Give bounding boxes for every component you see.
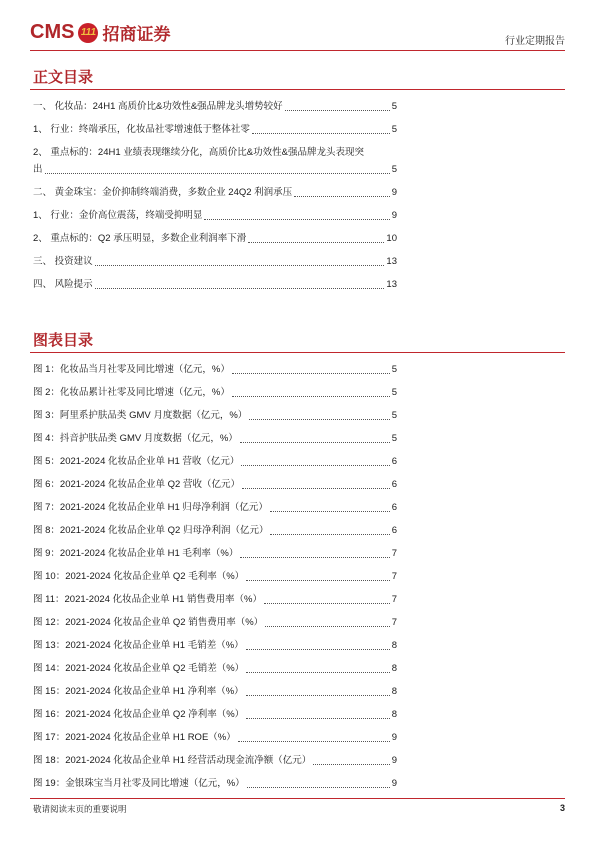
figure-item[interactable] [33,386,397,400]
figure-item[interactable] [33,662,397,676]
toc-item-label: 2、 重点标的：Q2 承压明显，多数企业利润率下滑 [33,233,247,244]
figure-item-label: 图 6：2021-2024 化妆品企业单 Q2 营收（亿元） [33,479,240,490]
figure-item-page: 7 [391,594,397,605]
figure-item[interactable] [33,639,397,653]
toc-item-page: 5 [391,124,397,135]
figure-item-page: 5 [391,433,397,444]
brand-logo [30,20,170,45]
header-divider [30,50,565,51]
figure-item-page: 6 [391,525,397,536]
toc-title-divider [30,89,565,90]
leader-dots [95,264,385,266]
toc-item-label: 四、 风险提示 [33,279,93,290]
toc-item-label: 1、 行业：终端承压，化妆品社零增速低于整体社零 [33,124,250,135]
leader-dots [238,740,390,742]
leader-dots [248,241,384,243]
figure-item[interactable] [33,685,397,699]
leader-dots [294,195,390,197]
figure-item[interactable] [33,432,397,446]
figure-item-page: 8 [391,709,397,720]
leader-dots [241,464,389,466]
toc-item-page: 5 [391,164,397,175]
toc-item-label: 三、 投资建议 [33,256,93,267]
figure-item-label: 图 17：2021-2024 化妆品企业单 H1 ROE（%） [33,732,236,743]
figure-item[interactable] [33,777,397,791]
figure-item-label: 图 15：2021-2024 化妆品企业单 H1 净利率（%） [33,686,244,697]
toc-item[interactable] [33,186,397,200]
toc-item[interactable] [33,209,397,223]
figure-item[interactable] [33,409,397,423]
figure-item-label: 图 18：2021-2024 化妆品企业单 H1 经营活动现金流净额（亿元） [33,755,312,766]
figure-item[interactable] [33,547,397,561]
figure-item-page: 8 [391,663,397,674]
toc-item-page: 13 [386,279,397,290]
figure-item-page: 9 [391,778,397,789]
figure-item[interactable] [33,455,397,469]
figure-item-label: 图 2：化妆品累计社零及同比增速（亿元，%） [33,387,230,398]
figures-title: 图表目录 [33,331,94,349]
leader-dots [45,172,390,174]
page-number: 3 [559,803,565,813]
figure-item-page: 6 [391,456,397,467]
figures-title-divider [30,352,565,353]
leader-dots [246,579,390,581]
leader-dots [246,717,390,719]
figure-item-label: 图 14：2021-2024 化妆品企业单 Q2 毛销差（%） [33,663,245,674]
toc-item[interactable] [33,146,397,177]
leader-dots [252,132,390,134]
figure-item[interactable] [33,478,397,492]
figure-item-page: 6 [391,479,397,490]
toc-item-label-continued: 出 [33,164,43,175]
figure-item-label: 图 8：2021-2024 化妆品企业单 Q2 归母净利润（亿元） [33,525,269,536]
figure-item-label: 图 10：2021-2024 化妆品企业单 Q2 毛利率（%） [33,571,245,582]
figure-item-label: 图 4：抖音护肤品类 GMV 月度数据（亿元，%） [33,433,238,444]
figure-item-label: 图 12：2021-2024 化妆品企业单 Q2 销售费用率（%） [33,617,264,628]
leader-dots [270,510,390,512]
figure-item-label: 图 16：2021-2024 化妆品企业单 Q2 净利率（%） [33,709,245,720]
figure-item-label: 图 7：2021-2024 化妆品企业单 H1 归母净利润（亿元） [33,502,268,513]
leader-dots [242,487,390,489]
leader-dots [204,218,389,220]
leader-dots [313,763,390,765]
leader-dots [285,109,390,111]
leader-dots [264,602,390,604]
leader-dots [240,441,390,443]
figure-item[interactable] [33,616,397,630]
page-header [30,20,565,50]
figure-item[interactable] [33,501,397,515]
leader-dots [95,287,385,289]
leader-dots [240,556,389,558]
doc-type-label: 行业定期报告 [505,36,565,47]
figure-item-page: 5 [391,410,397,421]
leader-dots [246,671,390,673]
leader-dots [232,372,390,374]
toc-item-page: 13 [386,256,397,267]
leader-dots [246,694,390,696]
figure-item-label: 图 11：2021-2024 化妆品企业单 H1 销售费用率（%） [33,594,262,605]
figure-item-page: 7 [391,548,397,559]
footer-divider [30,798,565,799]
figure-item-label: 图 13：2021-2024 化妆品企业单 H1 毛销差（%） [33,640,244,651]
toc-item-page: 10 [386,233,397,244]
toc-item-page: 5 [391,101,397,112]
figure-item-page: 9 [391,732,397,743]
leader-dots [249,418,389,420]
leader-dots [232,395,390,397]
toc-item-page: 9 [391,210,397,221]
figure-item-label: 图 19：金银珠宝当月社零及同比增速（亿元，%） [33,778,245,789]
leader-dots [246,648,390,650]
figure-item[interactable] [33,524,397,538]
figure-item-label: 图 9：2021-2024 化妆品企业单 H1 毛利率（%） [33,548,239,559]
leader-dots [265,625,390,627]
logo-badge-icon: 111 [78,23,98,43]
toc-item[interactable] [33,100,397,114]
figure-item[interactable] [33,754,397,768]
figure-item-page: 8 [391,640,397,651]
toc-item-label: 1、 行业：金价高位震荡，终端受抑明显 [33,210,203,221]
figure-item-page: 9 [391,755,397,766]
figure-item-page: 6 [391,502,397,513]
figure-item-page: 7 [391,617,397,628]
figure-item[interactable] [33,363,397,377]
figure-item[interactable] [33,593,397,607]
figure-item-page: 5 [391,387,397,398]
figure-item-page: 7 [391,571,397,582]
figure-item-page: 8 [391,686,397,697]
figure-item-label: 图 1：化妆品当月社零及同比增速（亿元，%） [33,364,230,375]
toc-item[interactable] [33,255,397,269]
leader-dots [247,786,390,788]
toc-item[interactable] [33,232,397,246]
figure-item[interactable] [33,708,397,722]
figure-item-label: 图 5：2021-2024 化妆品企业单 H1 营收（亿元） [33,456,240,467]
logo-cms-text: CMS [30,21,75,43]
figure-item-label: 图 3：阿里系护肤品类 GMV 月度数据（亿元，%） [33,410,248,421]
toc-title: 正文目录 [33,68,94,86]
toc-item[interactable] [33,278,397,292]
figure-item[interactable] [33,570,397,584]
figure-item-page: 5 [391,364,397,375]
toc-item-label: 二、 黄金珠宝：金价抑制终端消费，多数企业 24Q2 利润承压 [33,187,293,198]
toc-item-label: 2、 重点标的：24H1 业绩表现继续分化，高质价比&功效性&强品牌龙头表现突 [33,147,364,158]
toc-item-page: 9 [391,187,397,198]
toc-item-label: 一、 化妆品：24H1 高质价比&功效性&强品牌龙头增势较好 [33,101,283,112]
toc-item[interactable] [33,123,397,137]
logo-cn-text: 招商证券 [102,25,171,45]
footer-disclaimer: 敬请阅读末页的重要说明 [33,804,127,814]
figure-item[interactable] [33,731,397,745]
leader-dots [270,533,389,535]
